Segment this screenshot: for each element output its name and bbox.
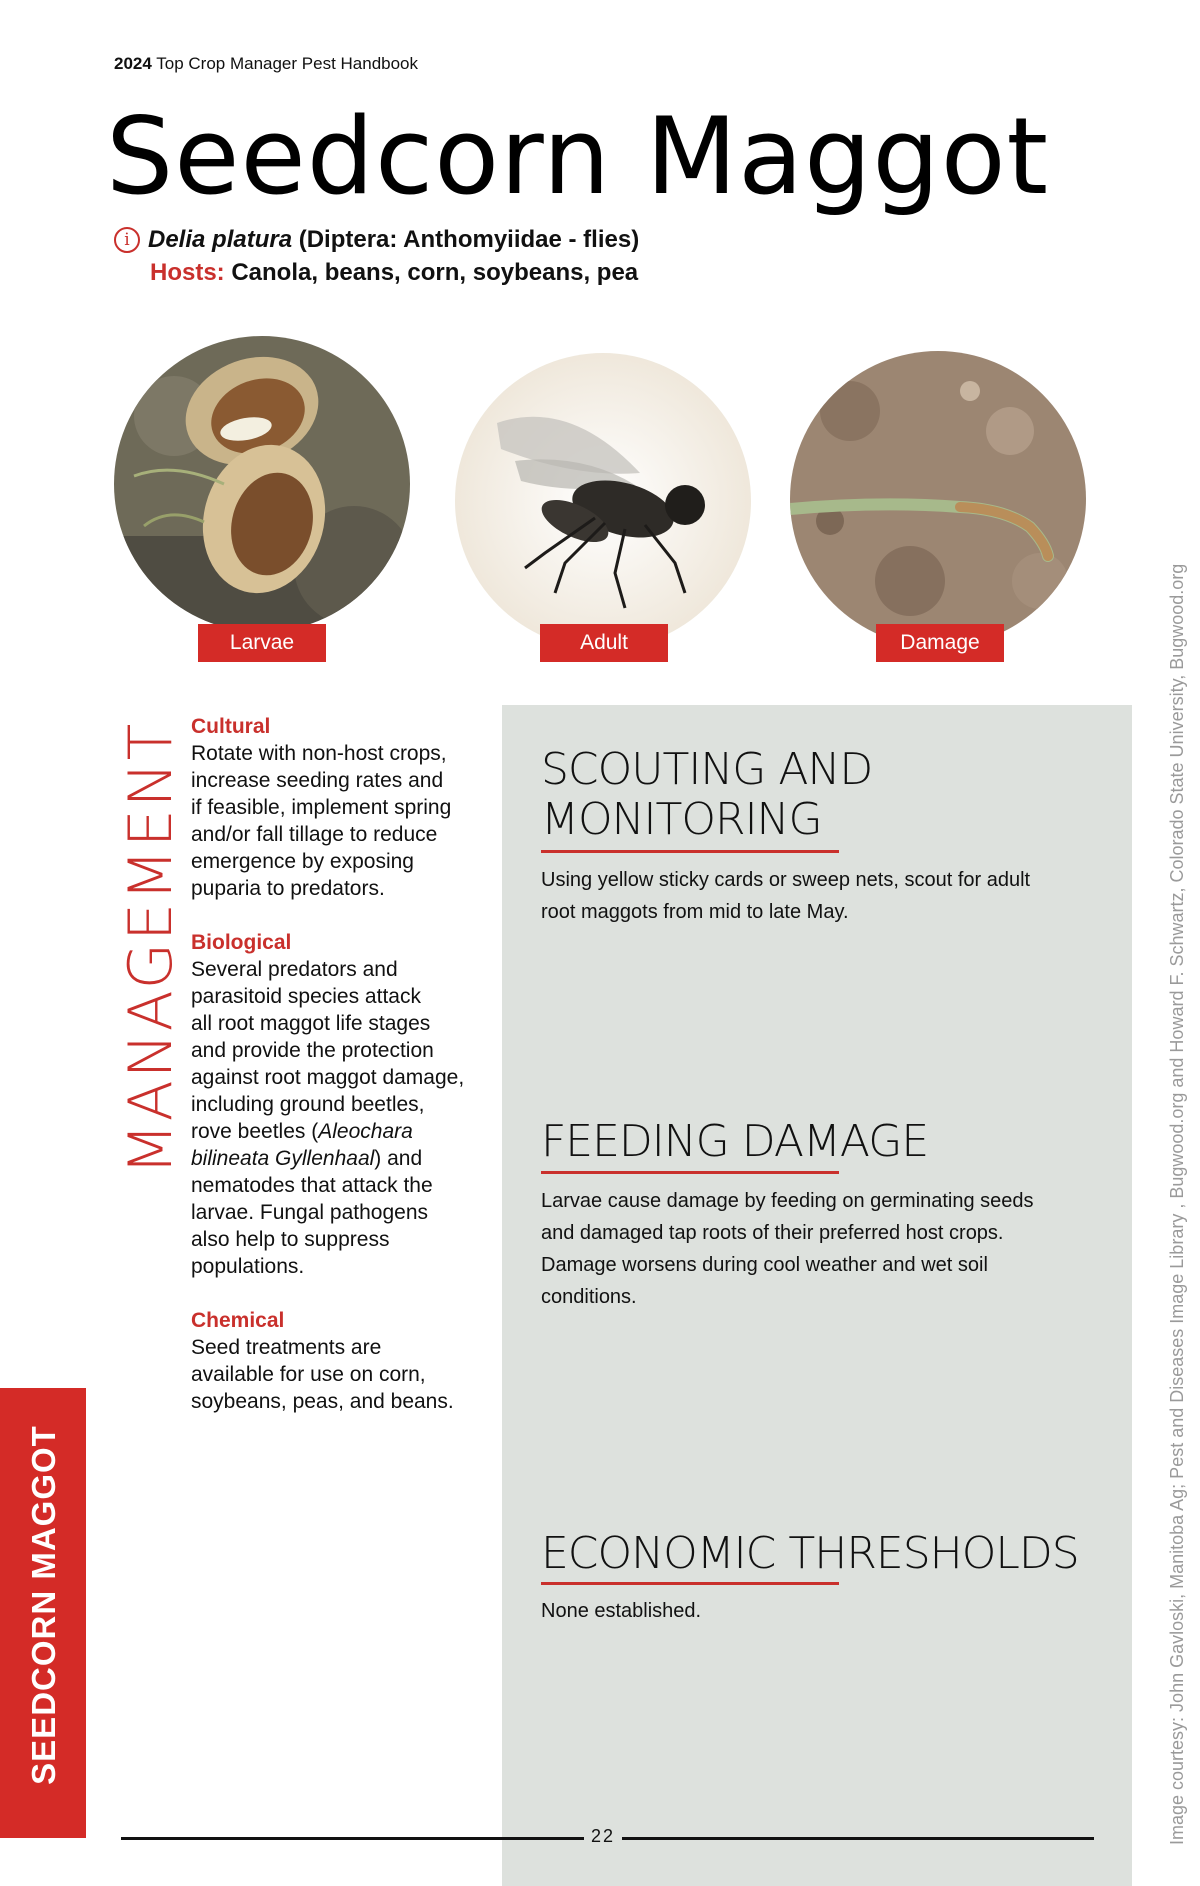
scouting-body [541,864,1101,928]
biological-line: parasitoid species attack [191,985,421,1008]
hosts-line [150,259,638,287]
adult-photo [455,353,751,649]
species-aleochara: Aleochara [318,1120,413,1143]
scouting-heading [541,745,872,845]
image-credit: Image courtesy: John Gavloski, Manitoba Ag; Pest and Diseases Image Library , Bugwood.org and Howard F. Schwartz, Colorado State University, Bugwood.org [1167,563,1187,1845]
info-icon: i [114,227,140,253]
larvae-photo [114,336,410,632]
cultural-heading: Cultural [191,715,271,738]
after-species: ) and [374,1147,423,1170]
chemical-section [191,1307,481,1415]
management-heading: MANAGEMENT [116,721,186,1175]
economic-heading: ECONOMIC THRESHOLDS [541,1528,1079,1579]
damage-label: Damage [876,624,1004,662]
feeding-body-line: Damage worsens during cool weather and wet soil [541,1254,988,1276]
economic-body: None established. [541,1600,702,1622]
biological-line: against root maggot damage, [191,1066,465,1089]
feeding-body-line: and damaged tap roots of their preferred host crops. [541,1222,1004,1244]
biological-line: larvae. Fungal pathogens [191,1201,428,1224]
adult-label: Adult [540,624,668,662]
biological-section [191,929,481,1280]
rove-prefix: rove beetles ( [191,1120,319,1143]
damage-photo [790,351,1086,647]
page-number: 22 [590,1826,616,1846]
cultural-line: increase seeding rates and [191,769,444,792]
cultural-line: if feasible, implement spring [191,796,452,819]
feeding-body-line: conditions. [541,1286,637,1308]
cultural-line: and/or fall tillage to reduce [191,823,438,846]
running-header [114,54,418,74]
cultural-line: Rotate with non-host crops, [191,742,447,765]
biological-line: including ground beetles, [191,1093,425,1116]
biological-line: also help to suppress [191,1228,390,1251]
biological-line [191,1118,481,1145]
footer-rule-right [622,1837,1094,1840]
biological-line: nematodes that attack the [191,1174,433,1197]
chemical-line: Seed treatments are [191,1336,382,1359]
feeding-heading: FEEDING DAMAGE [541,1116,929,1167]
chemical-line: available for use on corn, [191,1363,426,1386]
cultural-line: emergence by exposing [191,850,414,873]
feeding-body [541,1185,1101,1313]
hosts-list: Canola, beans, corn, soybeans, pea [231,259,639,286]
biological-line [191,1145,481,1172]
biological-line: populations. [191,1255,305,1278]
side-tab-label: SEEDCORN MAGGOT [25,1425,62,1785]
scouting-rule [541,850,839,853]
chemical-line: soybeans, peas, and beans. [191,1390,454,1413]
header-year: 2024 [114,54,152,73]
species-bilineata: bilineata Gyllenhaal [191,1147,375,1170]
hosts-label: Hosts: [150,259,225,286]
biological-line: and provide the protection [191,1039,434,1062]
economic-rule [541,1582,839,1585]
taxonomy-line [114,226,639,254]
header-publication: Top Crop Manager Pest Handbook [156,54,419,73]
biological-heading: Biological [191,931,292,954]
species-name: Delia platura [148,226,293,253]
cultural-section [191,713,481,902]
feeding-rule [541,1171,839,1174]
scouting-body-line: Using yellow sticky cards or sweep nets, scout for adult [541,869,1031,891]
larvae-label: Larvae [198,624,326,662]
biological-line: Several predators and [191,958,398,981]
chemical-heading: Chemical [191,1309,285,1332]
classification: (Diptera: Anthomyiidae - flies) [298,226,640,253]
scouting-body-line: root maggots from mid to late May. [541,901,849,923]
page-title: Seedcorn Maggot [106,95,1050,218]
scouting-heading-line: SCOUTING AND [541,744,873,795]
footer-rule-left [121,1837,584,1840]
biological-line: all root maggot life stages [191,1012,431,1035]
cultural-line: puparia to predators. [191,877,385,900]
scouting-heading-line: MONITORING [541,794,822,845]
feeding-body-line: Larvae cause damage by feeding on germinating seeds [541,1190,1034,1212]
